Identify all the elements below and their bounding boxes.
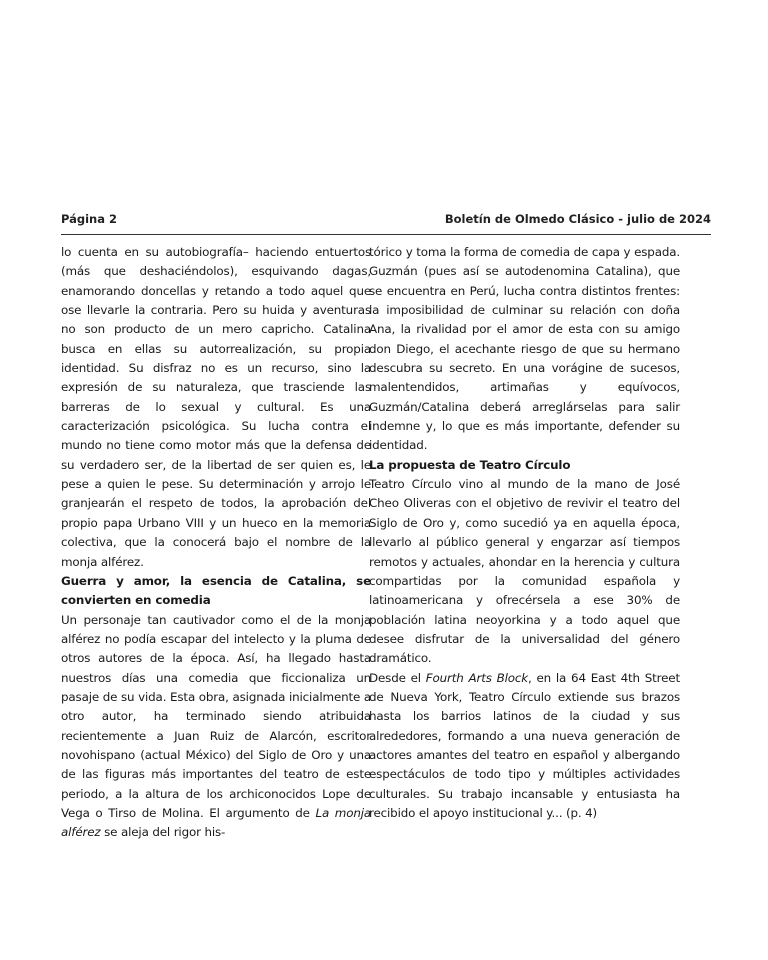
paragraph: Teatro Círculo vino al mundo de la mano de José Cheo Oliveras con el objetivo de revivir el teatro del Siglo de Oro y, como sucedió ya en aquella época, llevarlo al público general y engarzar así tiempos remotos y actuales, ahondar en la herencia y cultura compartidas por la comunidad española y latinoamericana y ofrecérsela a ese 30% de población latina neoyorkina y a todo aquel que desee disfrutar de la universalidad del género dramático.: [369, 477, 680, 666]
paragraph: tórico y toma la forma de comedia de capa y espada. Guzmán (pues así se autodenomina Catalina), que se encuentra en Perú, lucha contra distintos frentes: la imposibilidad de culminar su relación con doña Ana, la rivalidad por el amor de esta con su amigo don Diego, el acechante riesgo de que su hermano descubra su secreto. En una vorágine de sucesos, malentendidos, artimañas y equívocos, Guzmán/Catalina deberá arreglárselas para salir indemne y, lo que es más importante, defender su identidad.: [369, 245, 680, 453]
page-number: Página 2: [61, 212, 118, 226]
paragraph-text: Desde el: [369, 670, 426, 685]
publication-title: Boletín de Olmedo Clásico - julio de 2024: [444, 212, 711, 226]
section-heading: Guerra y amor, la esencia de Catalina, se convierten en comedia: [61, 573, 371, 608]
left-column: [61, 243, 371, 843]
paragraph: [61, 611, 371, 843]
venue-name: Fourth Arts Block: [425, 670, 529, 685]
work-title: La monja alférez: [61, 805, 372, 840]
section-heading: La propuesta de Teatro Círculo: [369, 457, 571, 472]
paragraph-text: , en la 64 East 4th Street de Nueva York, Teatro Círculo extiende sus brazos hasta los barrios latinos de la ciudad y sus alrededores, formando a una nueva generación de actores amantes del teatro en español y albergando espectáculos de todo tipo y múltiples actividades culturales. Su trabajo incansable y entusiasta ha recibido el apoyo institucional y... (p. 4): [369, 670, 680, 820]
paragraph-text: se aleja del rigor his-: [100, 825, 226, 840]
right-column: [369, 243, 680, 823]
paragraph: [369, 669, 680, 824]
header-rule: [61, 234, 711, 235]
paragraph: lo cuenta en su autobiografía– haciendo entuertos (más que deshaciéndolos), esquivando dagas, enamorando doncellas y retando a todo aquel que ose llevarle la contraria. Pero su huida y aventuras no son producto de un mero capricho. Catalina busca en ellas su autorrealización, su propia identidad. Su disfraz no es un recurso, sino la expresión de su naturaleza, que trasciende las barreras de lo sexual y cultural. Es una caracterización psicológica. Su lucha contra el mundo no tiene como motor más que la defensa de su verdadero ser, de la libertad de ser quien es, le pese a quien le pese. Su determinación y arrojo le granjearán el respeto de todos, la aprobación del propio papa Urbano VIII y un hueco en la memoria colectiva, que la conocerá bajo el nombre de la monja alférez.: [61, 245, 371, 569]
paragraph-text: Un personaje tan cautivador como el de la monja alférez no podía escapar del intelecto y la pluma de otros autores de la época. Así, ha llegado hasta nuestros días una comedia que ficcionaliza un pasaje de su vida. Esta obra, asignada inicialmente a otro autor, ha terminado siendo atribuida recientemente a Juan Ruiz de Alarcón, escritor novohispano (actual México) del Siglo de Oro y una de las figuras más importantes del teatro de este periodo, a la altura de los archiconocidos Lope de Vega o Tirso de Molina. El argumento de: [61, 612, 371, 820]
